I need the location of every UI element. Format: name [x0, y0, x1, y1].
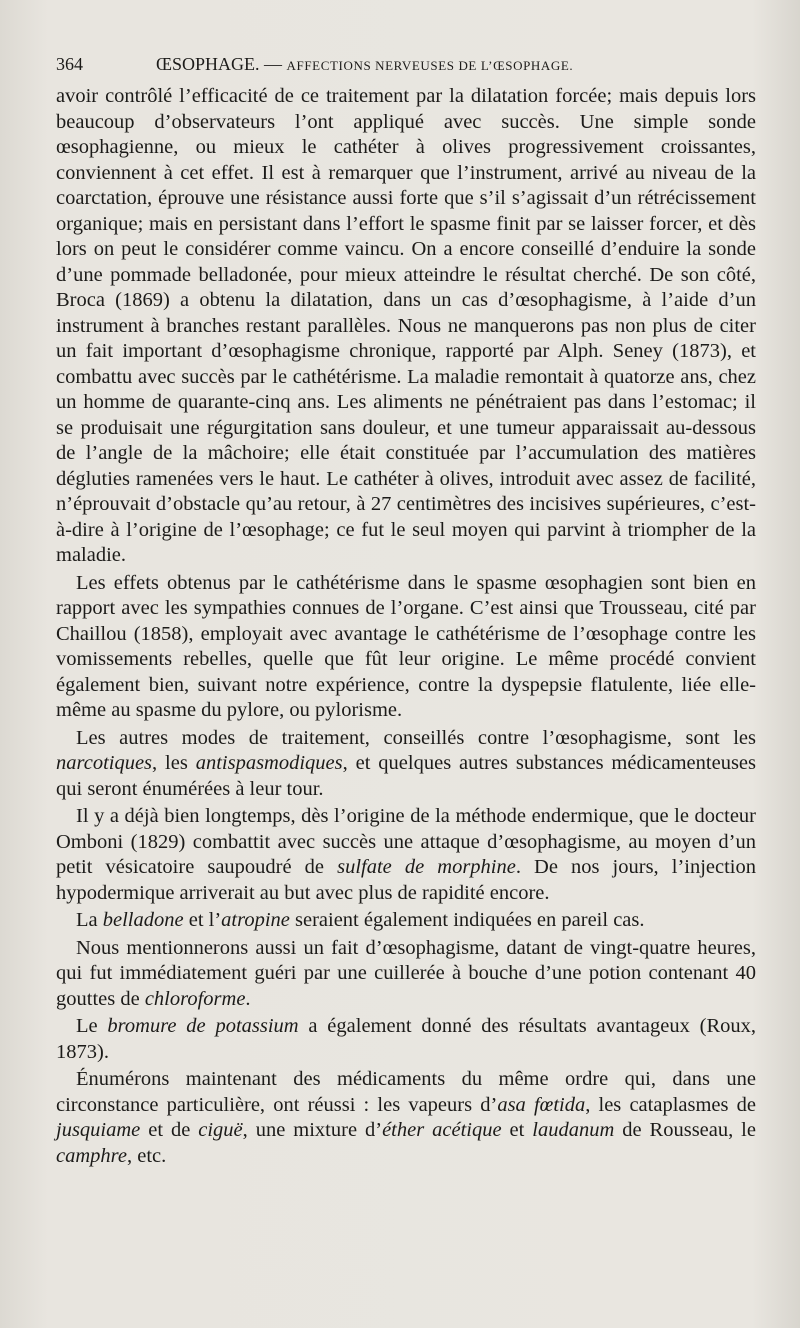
page-number: 364	[56, 54, 83, 74]
chapter-subtitle: AFFECTIONS NERVEUSES DE L’ŒSOPHAGE.	[286, 58, 574, 73]
paragraph-3: Les autres modes de traitement, conseillés contre l’œsophagisme, sont les narcotiques, les antispasmodiques, et quelques autres substances médicamenteuses qui seront énumérées à leur tour.	[56, 726, 756, 800]
paragraph-4: Il y a déjà bien longtemps, dès l’origine de la méthode endermique, que le docteur Omboni (1829) combattit avec succès une attaque d’œsophagisme, au moyen d’un petit vésicatoire saupoudré de sulfate de morphine. De nos jours, l’injection hypodermique arriverait au but avec plus de rapidité encore.	[56, 805, 757, 904]
paragraph-6: Nous mentionnerons aussi un fait d’œsophagisme, datant de vingt-quatre heures, qui fut immédiatement guéri par une cuillerée à bouche d’une potion contenant 40 gouttes de chloroforme.	[56, 936, 756, 1010]
header-dash: —	[264, 54, 283, 74]
paragraph-1: avoir contrôlé l’efficacité de ce traitement par la dilatation forcée; mais depuis lors beaucoup d’observateurs l’ont appliqué avec succès. Une simple sonde œsophagienne, ou mieux le cathéter à olives progressivement croissantes, conviennent à cet effet. Il est à remarquer que l’instrument, arrivé au niveau de la coarctation, éprouve une résistance aussi forte que s’il s’agissait d’un rétrécissement organique; mais en persistant dans l’effort le spasme finit par se laisser forcer, et dès lors on peut le considérer comme vaincu. On a encore conseillé d’enduire la sonde d’une pommade belladonée, pour mieux atteindre le résultat cherché. De son côté, Broca (1869) a obtenu la dilatation, dans un cas d’œsophagisme, à l’aide d’un instrument à branches restant parallèles. Nous ne manquerons pas non plus de citer un fait important d’œsophagisme chronique, rapporté par Alph. Seney (1873), et combattu avec succès par le cathétérisme. La maladie remontait à quatorze ans, chez un homme de quarante-cinq ans. Les aliments ne pénétraient pas dans l’estomac; il se produisait une régurgitation sans douleur, et une tumeur apparaissait au-dessous de l’angle de la mâchoire; elle était constituée par l’accumulation des matières dégluties ramenées vers le haut. Le cathéter à olives, introduit avec assez de facilité, n’éprouvait d’obstacle qu’au retour, à 27 centimètres des incisives supérieures, c’est-à-dire à l’origine de l’œsophage; ce fut le seul moyen qui parvint à triompher de la maladie.	[56, 85, 756, 566]
running-header	[56, 54, 756, 75]
body-text	[56, 84, 756, 1171]
section-title: ŒSOPHAGE.	[156, 54, 260, 74]
paragraph-8: Énumérons maintenant des médicaments du même ordre qui, dans une circonstance particulière, ont réussi : les vapeurs d’asa fœtida, les cataplasmes de jusquiame et de ciguë, une mixture d’éther acétique et laudanum de Rousseau, le camphre, etc.	[56, 1068, 756, 1167]
paragraph-2: Les effets obtenus par le cathétérisme dans le spasme œsophagien sont bien en rapport avec les sympathies connues de l’organe. C’est ainsi que Trousseau, cité par Chaillou (1858), employait avec avantage le cathétérisme de l’œsophage contre les vomissements rebelles, quelle que fût leur origine. Le même procédé convient également bien, suivant notre expérience, contre la dyspepsie flatulente, liée elle-même au spasme du pylore, ou pylorisme.	[56, 571, 756, 721]
paragraph-7: Le bromure de potassium a également donné des résultats avantageux (Roux, 1873).	[56, 1015, 756, 1063]
paragraph-5: La belladone et l’atropine seraient également indiquées en pareil cas.	[76, 909, 645, 931]
